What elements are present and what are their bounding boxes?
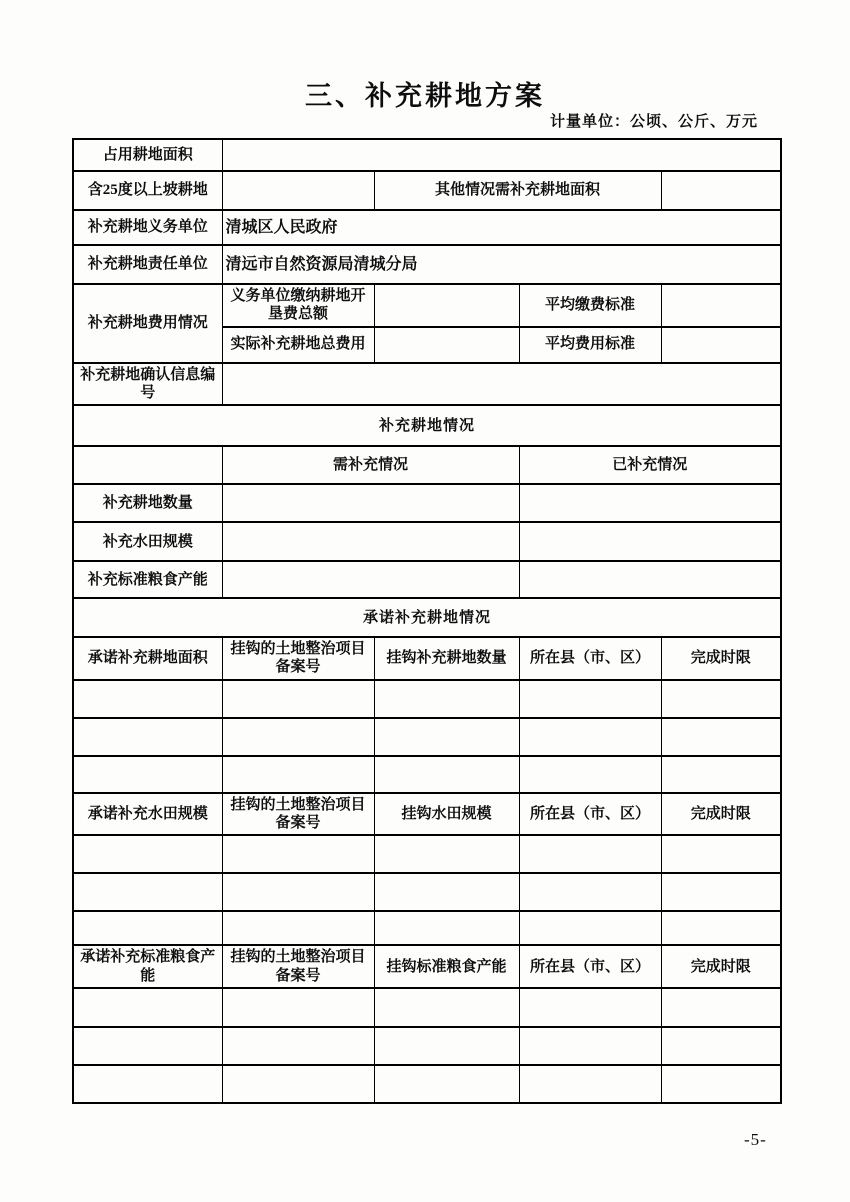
avg-payment-label: 平均缴费标准 [519, 284, 661, 327]
empty-cell [73, 1027, 222, 1065]
linked-paddy-header: 挂钩水田规模 [374, 793, 519, 836]
empty-cell [519, 718, 661, 756]
empty-cell [661, 718, 781, 756]
obligation-unit-label: 补充耕地义务单位 [73, 210, 222, 245]
situation-section-header: 补充耕地情况 [73, 405, 781, 446]
empty-cell [519, 680, 661, 718]
empty-cell [222, 1027, 374, 1065]
capacity-done-cell [519, 561, 781, 598]
promise-paddy-empty-row [73, 873, 781, 911]
promise-paddy-empty-row [73, 911, 781, 945]
empty-cell [222, 718, 374, 756]
county-header: 所在县（市、区） [519, 793, 661, 836]
confirm-number-value-cell [222, 363, 781, 406]
promise-section-header: 承诺补充耕地情况 [73, 598, 781, 637]
county-header: 所在县（市、区） [519, 945, 661, 988]
empty-cell [374, 680, 519, 718]
empty-cell [661, 988, 781, 1027]
capacity-need-cell [222, 561, 519, 598]
row-slope-area [73, 171, 781, 210]
empty-cell [519, 835, 661, 873]
promise-area-empty-row [73, 718, 781, 756]
page-number: -5- [744, 1130, 767, 1149]
empty-cell [661, 680, 781, 718]
responsible-unit-value: 清远市自然资源局清城分局 [222, 245, 781, 284]
row-promise-area-header [73, 637, 781, 680]
empty-cell [374, 718, 519, 756]
empty-cell [519, 988, 661, 1027]
empty-cell [661, 1065, 781, 1103]
empty-cell [374, 988, 519, 1027]
deadline-header: 完成时限 [661, 945, 781, 988]
promise-capacity-empty-row [73, 1027, 781, 1065]
avg-payment-value-cell [661, 284, 781, 327]
avg-cost-value-cell [661, 327, 781, 363]
empty-cell [222, 756, 374, 793]
supplementary-cultivated-land-form [72, 138, 782, 1104]
occupied-area-value-cell [222, 139, 781, 171]
empty-cell [73, 718, 222, 756]
quantity-done-cell [519, 484, 781, 522]
empty-cell [222, 911, 374, 945]
empty-cell [222, 835, 374, 873]
responsible-unit-label: 补充耕地责任单位 [73, 245, 222, 284]
empty-cell [661, 756, 781, 793]
row-obligation-unit [73, 210, 781, 245]
already-supplement-header: 已补充情况 [519, 446, 781, 484]
quantity-label: 补充耕地数量 [73, 484, 222, 522]
row-confirm-number [73, 363, 781, 406]
row-promise-paddy-header [73, 793, 781, 836]
empty-cell [374, 756, 519, 793]
fee-reclamation-value-cell [374, 284, 519, 327]
empty-cell [222, 873, 374, 911]
confirm-number-label: 补充耕地确认信息编号 [73, 363, 222, 406]
empty-cell [222, 680, 374, 718]
empty-cell [519, 911, 661, 945]
row-occupied-area [73, 139, 781, 171]
empty-cell [374, 1027, 519, 1065]
linked-area-quantity-header: 挂钩补充耕地数量 [374, 637, 519, 680]
promise-capacity-empty-row [73, 988, 781, 1027]
row-situation-header [73, 405, 781, 446]
empty-cell [661, 1027, 781, 1065]
deadline-header: 完成时限 [661, 637, 781, 680]
county-header: 所在县（市、区） [519, 637, 661, 680]
empty-cell [73, 911, 222, 945]
row-paddy [73, 522, 781, 561]
other-area-value-cell [661, 171, 781, 210]
empty-cell [73, 1065, 222, 1103]
empty-cell [374, 835, 519, 873]
paddy-label: 补充水田规模 [73, 522, 222, 561]
project-number-header: 挂钩的土地整治项目备案号 [222, 945, 374, 988]
row-responsible-unit [73, 245, 781, 284]
fee-reclamation-label: 义务单位缴纳耕地开垦费总额 [222, 284, 374, 327]
empty-cell [661, 873, 781, 911]
row-promise-capacity-header [73, 945, 781, 988]
slope-area-label: 含25度以上坡耕地 [73, 171, 222, 210]
paddy-done-cell [519, 522, 781, 561]
empty-cell [519, 1027, 661, 1065]
linked-capacity-header: 挂钩标准粮食产能 [374, 945, 519, 988]
empty-cell [73, 873, 222, 911]
empty-cell [222, 988, 374, 1027]
empty-cell [661, 835, 781, 873]
avg-cost-label: 平均费用标准 [519, 327, 661, 363]
empty-cell [73, 680, 222, 718]
project-number-header: 挂钩的土地整治项目备案号 [222, 637, 374, 680]
deadline-header: 完成时限 [661, 793, 781, 836]
empty-cell [519, 873, 661, 911]
other-area-label: 其他情况需补充耕地面积 [374, 171, 661, 210]
empty-cell [374, 873, 519, 911]
paddy-need-cell [222, 522, 519, 561]
unit-note: 计量单位：公顷、公斤、万元 [549, 114, 758, 130]
slope-area-value-cell [222, 171, 374, 210]
empty-cell [73, 756, 222, 793]
promise-area-empty-row [73, 680, 781, 718]
row-situation-subheader [73, 446, 781, 484]
need-supplement-header: 需补充情况 [222, 446, 519, 484]
occupied-area-label: 占用耕地面积 [73, 139, 222, 171]
row-promise-header [73, 598, 781, 637]
promise-paddy-empty-row [73, 835, 781, 873]
empty-cell [73, 988, 222, 1027]
empty-cell [374, 911, 519, 945]
row-quantity [73, 484, 781, 522]
capacity-label: 补充标准粮食产能 [73, 561, 222, 598]
fee-actual-value-cell [374, 327, 519, 363]
quantity-need-cell [222, 484, 519, 522]
page-title: 三、补充耕地方案 [305, 81, 545, 111]
empty-cell [374, 1065, 519, 1103]
corner-blank-cell [73, 446, 222, 484]
empty-cell [519, 756, 661, 793]
empty-cell [73, 835, 222, 873]
obligation-unit-value: 清城区人民政府 [222, 210, 781, 245]
fee-actual-label: 实际补充耕地总费用 [222, 327, 374, 363]
project-number-header: 挂钩的土地整治项目备案号 [222, 793, 374, 836]
promise-area-label: 承诺补充耕地面积 [73, 637, 222, 680]
empty-cell [222, 1065, 374, 1103]
row-fee-1 [73, 284, 781, 327]
promise-capacity-label: 承诺补充标准粮食产能 [73, 945, 222, 988]
promise-paddy-label: 承诺补充水田规模 [73, 793, 222, 836]
row-capacity [73, 561, 781, 598]
empty-cell [519, 1065, 661, 1103]
promise-capacity-empty-row [73, 1065, 781, 1103]
empty-cell [661, 911, 781, 945]
fee-section-label: 补充耕地费用情况 [73, 284, 222, 363]
promise-area-empty-row [73, 756, 781, 793]
